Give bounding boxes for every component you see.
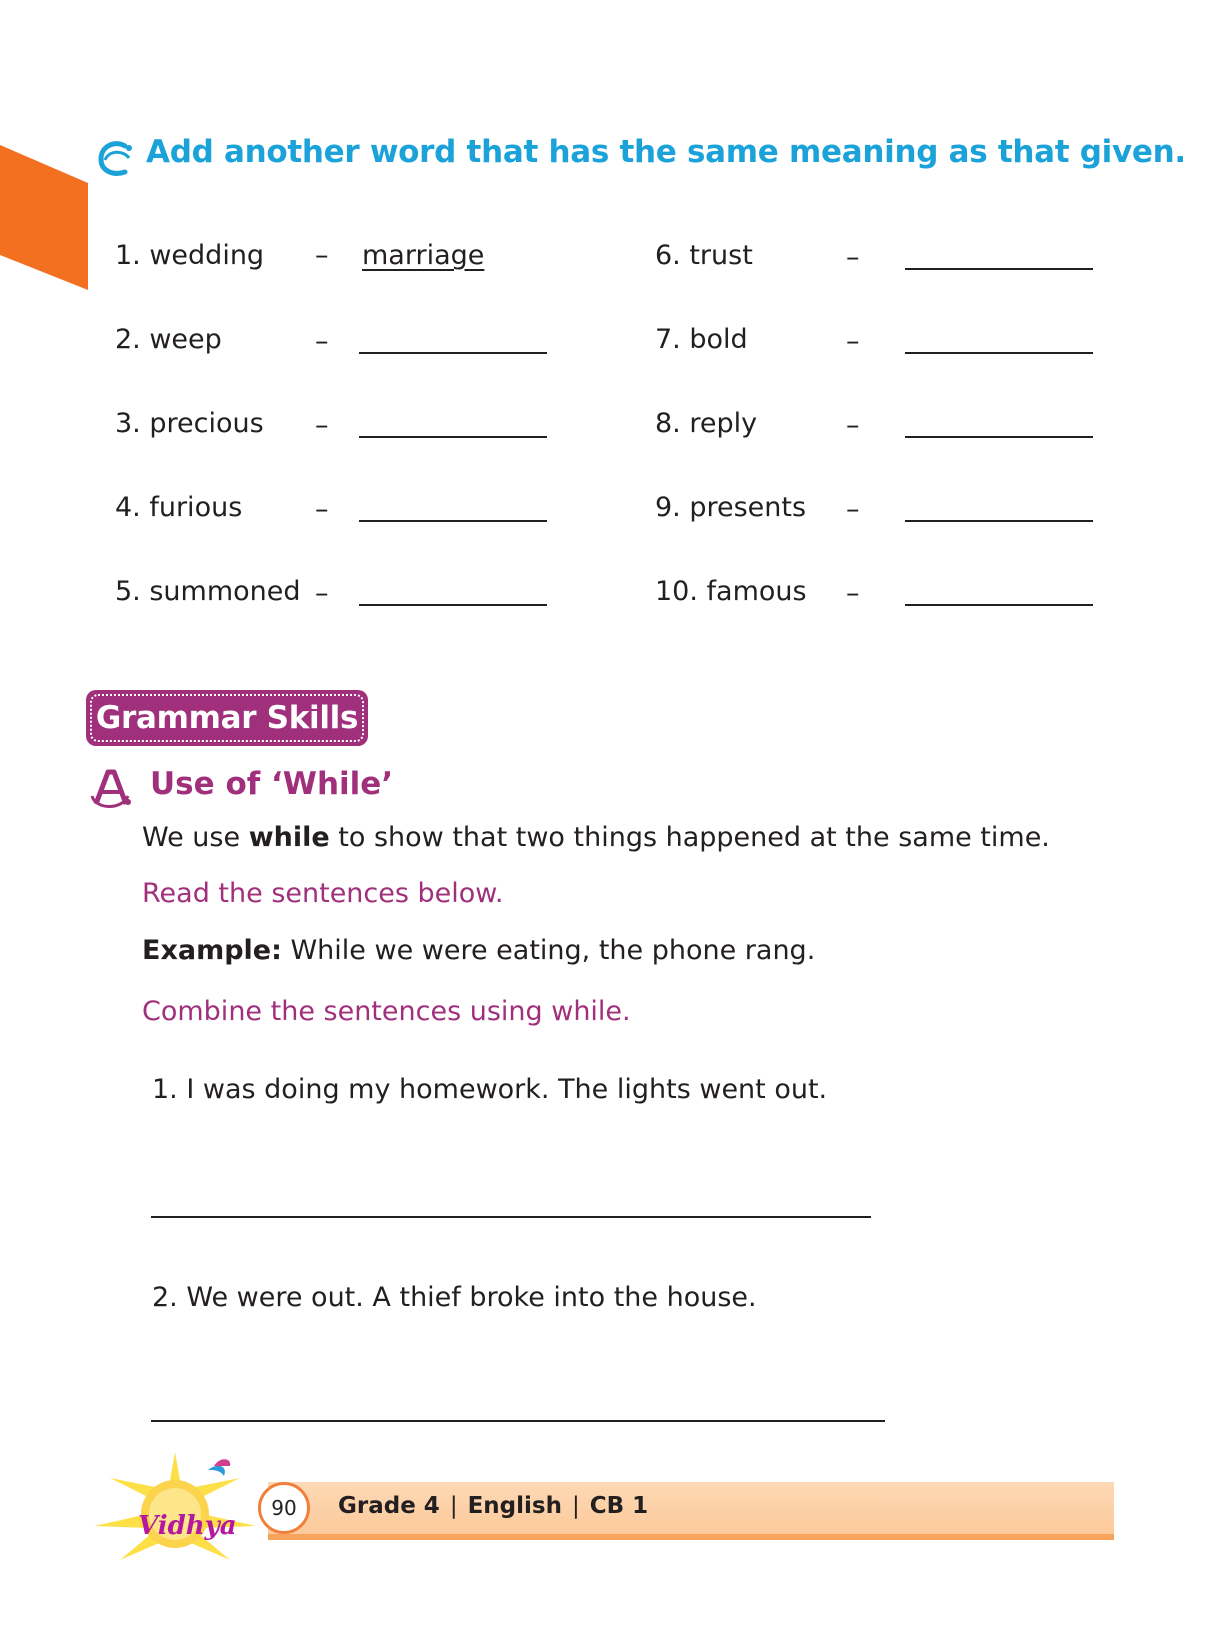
vocab-answer-line-9[interactable] xyxy=(905,520,1093,522)
footer-book: CB 1 xyxy=(589,1493,649,1519)
answer-line-1[interactable] xyxy=(151,1216,871,1218)
footer-subject: English xyxy=(467,1493,562,1519)
vocab-word-4: 4. furious xyxy=(115,492,243,523)
vocab-word-7: 7. bold xyxy=(655,324,748,355)
vocab-answer-line-6[interactable] xyxy=(905,268,1093,270)
c-swirl-icon xyxy=(95,138,137,180)
vocab-dash: – xyxy=(315,240,329,271)
question-1: 1. I was doing my homework. The lights went out. xyxy=(152,1074,828,1105)
vocab-answer-line-3[interactable] xyxy=(359,436,547,438)
section-a-title: Use of ‘While’ xyxy=(150,766,394,802)
vocab-dash: – xyxy=(846,578,860,609)
vocab-word-5: 5. summoned xyxy=(115,576,301,607)
vocab-word-9: 9. presents xyxy=(655,492,807,523)
while-explanation-post: to show that two things happened at the same time. xyxy=(329,822,1050,853)
footer-title xyxy=(338,1493,648,1519)
vocab-word-3: 3. precious xyxy=(115,408,264,439)
vocab-dash: – xyxy=(846,494,860,525)
question-2: 2. We were out. A thief broke into the house. xyxy=(152,1282,757,1313)
vocab-answer-line-4[interactable] xyxy=(359,520,547,522)
vocab-dash: – xyxy=(315,326,329,357)
grammar-skills-banner xyxy=(86,690,368,746)
vocab-answer-line-10[interactable] xyxy=(905,604,1093,606)
footer-separator: | xyxy=(449,1493,458,1519)
vocab-word-2: 2. weep xyxy=(115,324,222,355)
footer-band-edge xyxy=(268,1534,1114,1540)
footer-separator: | xyxy=(571,1493,580,1519)
vocab-dash: – xyxy=(315,410,329,441)
vocab-word-10: 10. famous xyxy=(655,576,807,607)
example-text: While we were eating, the phone rang. xyxy=(281,935,816,966)
page-number-badge xyxy=(258,1482,310,1534)
vocab-dash: – xyxy=(315,494,329,525)
example-sentence xyxy=(142,935,815,966)
section-c-title: Add another word that has the same meaning as that given. xyxy=(146,134,1186,170)
combine-instruction: Combine the sentences using while. xyxy=(142,996,631,1027)
vocab-dash: – xyxy=(846,326,860,357)
logo-text: Vidhya xyxy=(138,1511,237,1541)
while-keyword: while xyxy=(248,822,330,853)
vocab-answer-1[interactable]: marriage xyxy=(362,240,485,271)
answer-line-2[interactable] xyxy=(151,1420,885,1422)
vocab-dash: – xyxy=(315,578,329,609)
vocab-answer-line-2[interactable] xyxy=(359,352,547,354)
vocab-dash: – xyxy=(846,242,860,273)
vocab-dash: – xyxy=(846,410,860,441)
footer-grade: Grade 4 xyxy=(338,1493,440,1519)
while-explanation-pre: We use xyxy=(142,822,249,853)
vocab-answer-line-5[interactable] xyxy=(359,604,547,606)
vocab-word-6: 6. trust xyxy=(655,240,753,271)
grammar-skills-label: Grammar Skills xyxy=(95,700,359,736)
vidhya-logo xyxy=(90,1448,260,1568)
while-explanation xyxy=(142,822,1050,853)
orange-side-flag xyxy=(0,145,88,290)
read-instruction: Read the sentences below. xyxy=(142,878,504,909)
vocab-word-8: 8. reply xyxy=(655,408,758,439)
vocab-word-1: 1. wedding xyxy=(115,240,265,271)
page-number: 90 xyxy=(271,1496,297,1520)
vocab-answer-line-7[interactable] xyxy=(905,352,1093,354)
vocab-answer-line-8[interactable] xyxy=(905,436,1093,438)
example-label: Example: xyxy=(142,935,282,966)
a-swirl-icon xyxy=(88,766,132,810)
